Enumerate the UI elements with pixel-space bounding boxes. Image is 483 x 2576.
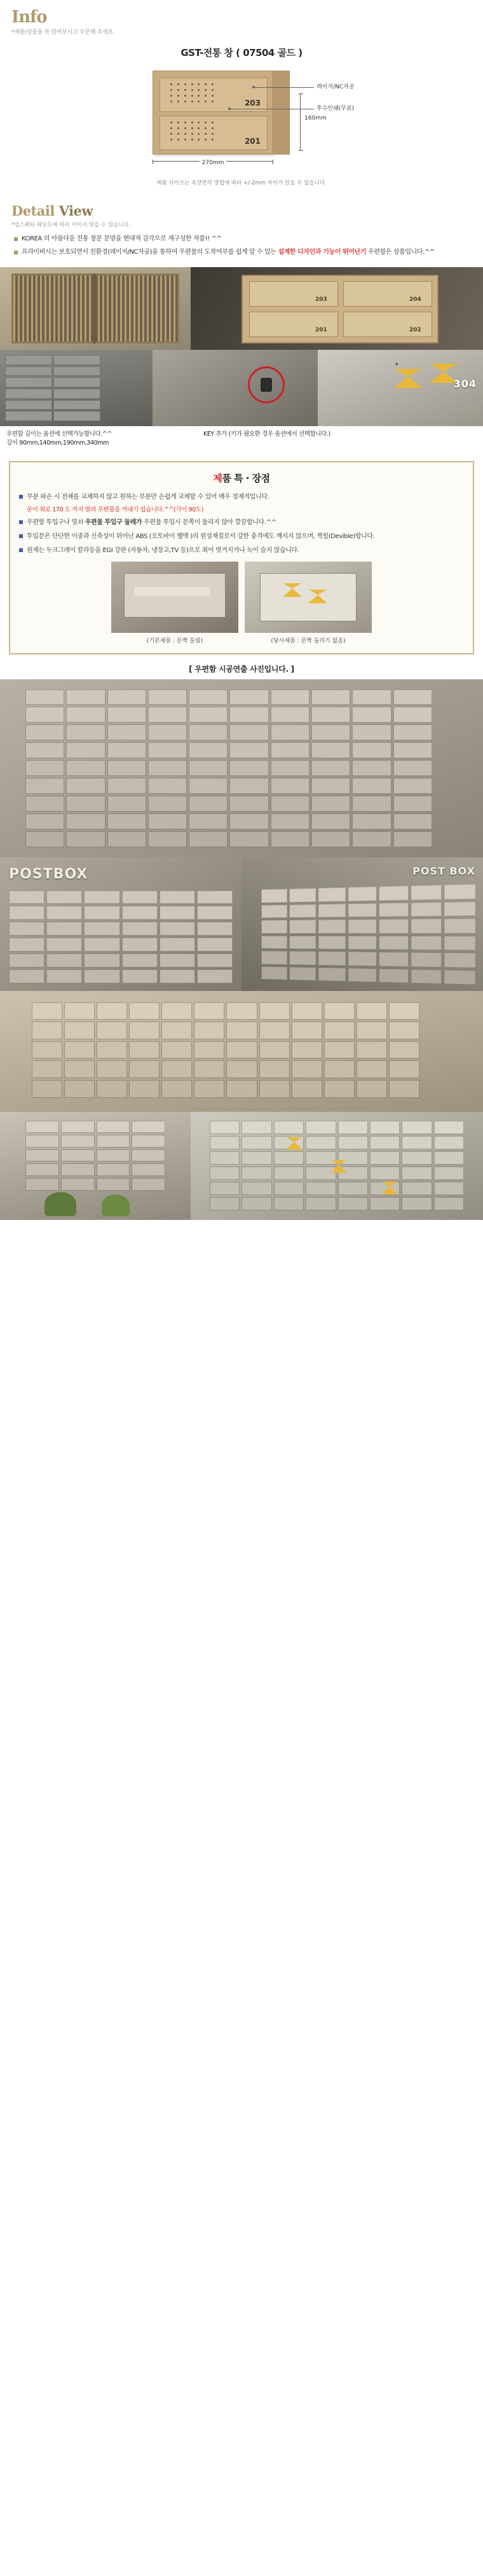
mailbox-grid	[210, 1121, 464, 1211]
detail-subtitle: *업스펙터 해당도에 따라 이미지 양을 수 있습니다.	[11, 222, 131, 228]
dimension-width-label: 270mm	[200, 160, 227, 166]
install-photo-post-room	[242, 857, 483, 991]
plant-icon	[102, 1195, 130, 1216]
feature-subnote: 문이 위로 170 도 까지 열려 우편물을 꺼내기 쉽습니다.^^(각이 90도)	[27, 506, 204, 513]
bullet-square-icon	[14, 237, 18, 241]
lock-icon	[261, 378, 272, 392]
detail-bullet-text: KOREA 의 아름다운 전통 창문 문양을 현대적 감각으로 재구성한 작품!! ^^	[22, 235, 222, 242]
caption-depth-title: 우편함 깊이는 옵션에 선택가능합니다.^^	[6, 431, 112, 438]
detail-bullet-highlight: 설계한 디자인과 기능이 뛰어난기	[278, 248, 367, 256]
mailbox-lock-key-photo	[153, 350, 318, 426]
gallery-row-1	[0, 679, 483, 857]
install-photo-butterfly-wall	[191, 1112, 483, 1220]
feature-photos	[19, 562, 464, 633]
installation-section-title: [ 우편함 시공연출 사진입니다. ]	[189, 664, 294, 674]
info-subtitle: *제품/상품을 꼭 읽어보시고 주문해 주세요.	[11, 29, 115, 36]
photo-strip-2	[0, 350, 483, 426]
mailbox-grid	[32, 1002, 419, 1098]
mailbox-grid	[25, 689, 432, 847]
feature-photo-caption: (당사제품 : 문짝 둘리기 없음)	[271, 637, 346, 644]
feature-item	[19, 492, 464, 502]
feature-item	[19, 532, 464, 541]
callout-leader-line	[254, 87, 314, 88]
postbox-sign-label: POSTBOX	[9, 866, 88, 882]
dimension-height-label: 160mm	[304, 115, 327, 121]
feature-item-bold: 우편물 투입구 둘레가	[85, 518, 142, 526]
install-photo-corridor-wall	[0, 679, 483, 857]
detail-bullet	[14, 235, 469, 244]
bullet-square-icon	[19, 534, 23, 538]
mailbox-grid	[9, 890, 233, 983]
perforation-pattern-icon	[170, 83, 217, 105]
mailbox-wall-closeup-photo	[0, 350, 153, 426]
feature-title	[19, 471, 464, 485]
perforation-pattern-icon	[170, 121, 217, 143]
feature-photo-ours	[245, 562, 372, 633]
mailbox-side-panel	[273, 71, 290, 155]
detail-bullets	[0, 228, 483, 267]
bullet-square-icon	[19, 520, 23, 524]
traditional-window-gate-photo	[0, 267, 191, 350]
feature-item	[19, 518, 464, 527]
photo-strip-1	[0, 267, 483, 350]
mailbox-gold-front-photo: 203 204 201 202	[191, 267, 483, 350]
feature-title-a: 제	[213, 472, 222, 484]
install-photo-postbox-sign	[0, 857, 242, 991]
gallery-row-3	[0, 991, 483, 1112]
feature-box	[9, 461, 474, 654]
mailbox-cell-bottom	[160, 116, 268, 150]
feature-item-text: 투입문은 단단한 이중과 신축성이 뛰어난 ABS (오토바이 헬멧 )의 원성재질로서 강한 충격에도 깨지지 않으며, 찍힘(Devible)합니다.	[27, 532, 375, 540]
feature-item-text: 무분 파손 시 전체를 교체하지 않고 원하는 부분만 손쉽게 교체할 수 있어 매우 경제적입니다.	[27, 493, 269, 501]
mailbox-grid	[5, 355, 100, 421]
callout-laser-cnc: 레이저/NC자공	[316, 84, 355, 90]
feature-item	[19, 546, 464, 555]
diagram-title: GST-전통 창 ( 07504 골드 )	[180, 47, 303, 59]
detail-view-section	[0, 193, 483, 228]
detail-title-b: View	[58, 203, 93, 219]
feature-item-text	[27, 518, 276, 527]
detail-bullet	[14, 248, 469, 258]
mailbox-grid	[25, 1121, 165, 1191]
diagram-note: 제품 사이즈는 속장면의 방법에 따라 +/-2mm 차이가 있을 수 있습니다.	[156, 180, 327, 186]
detail-bullet-text-tail: 우편함은 상품입니다.^^	[366, 248, 435, 256]
post-room-sign-label: POST BOX	[412, 864, 475, 877]
detail-bullet-text-lead: 프라이버시는 보호되면서 친환경(레이저/NC자공)을 통하여 우편물의 도착여부를 쉽게 알 수 있는	[22, 248, 278, 256]
detail-title-a: Detail	[11, 203, 55, 219]
caption-depth-body: 깊이 90mm,140mm,190mm,340mm	[6, 440, 109, 447]
detail-bullet-text-2	[22, 248, 435, 258]
info-title: Info	[11, 8, 47, 27]
mailbox-butterfly-photo: ✦ 304	[318, 350, 483, 426]
feature-item-tail: 우편물 투입시 문쪽이 둘리지 않아 깔끔합니다.^^	[142, 518, 276, 526]
mailbox-number-label: 304	[453, 378, 477, 390]
product-detail-page	[0, 0, 483, 1220]
install-photo-wood-wall	[0, 991, 483, 1112]
install-photo-lobby-plants	[0, 1112, 191, 1220]
feature-photo-caption: (기본제품 : 문짝 둘림)	[146, 637, 203, 644]
mailbox-body	[153, 71, 273, 155]
callout-print: 후수인쇄(무료)	[316, 106, 355, 112]
detail-title	[11, 203, 472, 219]
dimension-width	[153, 161, 273, 170]
mailbox-cell-top	[160, 78, 268, 112]
bullet-square-icon	[14, 251, 18, 254]
bullet-square-icon	[19, 495, 23, 499]
cell-number: 201	[244, 137, 261, 146]
plant-icon	[44, 1192, 76, 1216]
cell-number: 203	[244, 99, 261, 107]
feature-item-text: 원제는 두크그레이 칼라등을 EGI 강판 (자동차, 냉장고,TV 등)으로 최어 벗겨지거나 녹이 슬지 않습니다.	[27, 546, 299, 554]
diagram-canvas	[64, 68, 419, 176]
butterfly-icon	[394, 369, 422, 388]
caption-key-title: KEY 추가 (키가 필요한 경우 옵션에서 선택합니다.)	[203, 431, 330, 438]
callout-dot	[228, 107, 231, 110]
photo-captions-2	[0, 426, 483, 455]
feature-item-lead: 우편함 투입구나 열쇠	[27, 518, 85, 526]
info-section	[0, 0, 483, 38]
bullet-square-icon	[19, 548, 23, 552]
dimension-height	[300, 93, 327, 151]
feature-title-c: 특 · 장점	[231, 472, 270, 484]
gallery-row-4	[0, 1112, 483, 1220]
feature-photo-captions	[19, 636, 464, 644]
gallery-row-2	[0, 857, 483, 991]
feature-title-b: 품	[222, 472, 231, 484]
callout-dot	[252, 86, 255, 88]
mailbox-grid	[261, 883, 476, 985]
product-diagram	[11, 46, 472, 193]
feature-photo-standard	[111, 562, 238, 633]
